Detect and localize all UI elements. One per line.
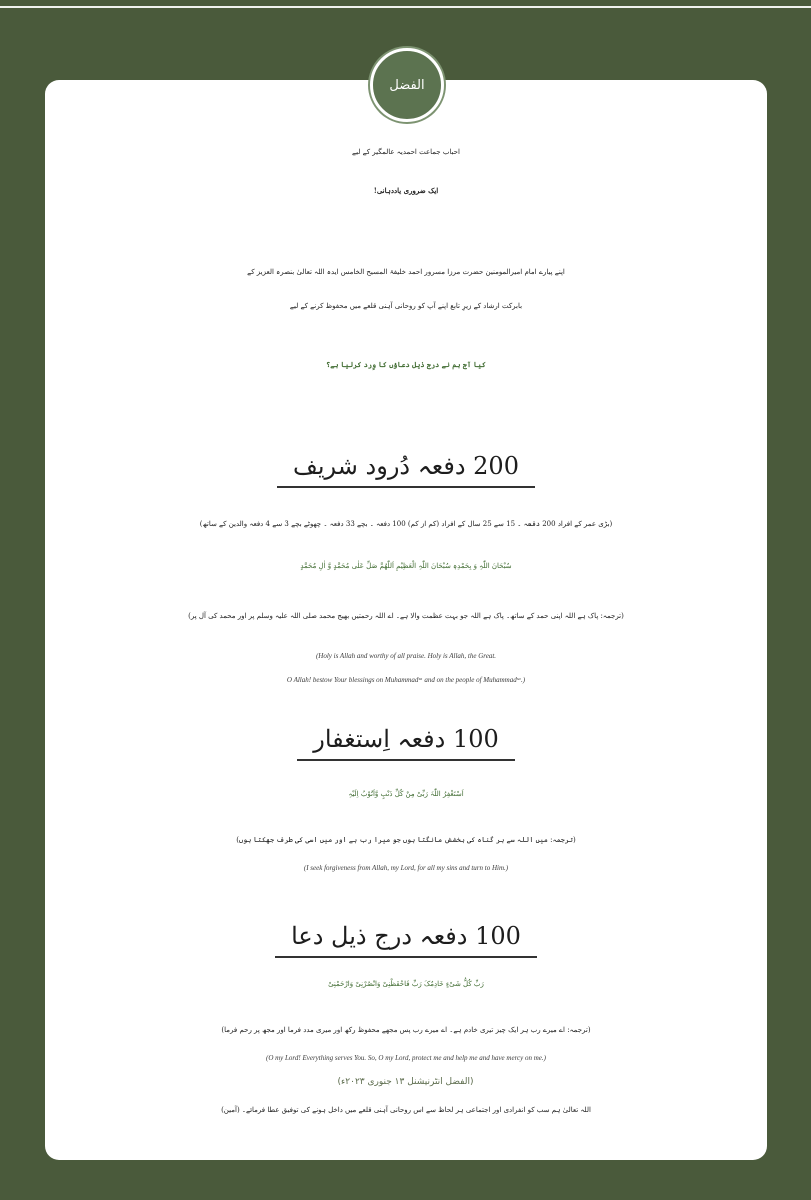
dua-heading-text: 100 دفعہ درج ذیل دعا: [275, 922, 537, 958]
durood-count-note: (بڑی عمر کے افراد 200 دفعہ ۔ 15 سے 25 سال کے افراد (کم از کم) 100 دفعہ ۔ بچے 33 دفعہ ۔ چھوٹے بچے 3 سے 4 دفعہ والدین کے ساتھ): [199, 520, 613, 528]
reminder-title: ایک ضروری یاددہانی!: [373, 186, 439, 195]
source-footer: (الفضل انٹرنیشنل ۱۳ جنوری ۲۰۲۳ء): [337, 1077, 474, 1087]
durood-english-line-1: (Holy is Allah and worthy of all praise. Holy is Allah, the Great.: [315, 652, 497, 660]
istighfar-arabic: اَسْتَغْفِرُ اللّٰہَ رَبِّیْ مِنْ کُلِّ ذَنْبٍ وَّاَتُوْبُ اِلَیْہِ: [348, 790, 464, 798]
intro-line-2: بابرکت ارشاد کے زیرِ تابع اپنے آپ کو روحانی آہنی قلعے میں محفوظ کرنے کے لیے: [289, 302, 523, 310]
alfazl-logo-seal: [370, 48, 444, 122]
istighfar-english: (I seek forgiveness from Allah, my Lord, for all my sins and turn to Him.): [303, 864, 509, 872]
notice-card: [45, 77, 767, 1160]
durood-english-line-2: O Allah! bestow Your blessings on Muhammadˢᵃ and on the people of Muhammadˢᵃ.): [286, 676, 526, 684]
istighfar-urdu-translation: (ترجمہ: میں اللہ سے ہر گناہ کی بخشش مانگتا ہوں جو میرا رب ہے اور میں اسی کی طرف جھکتا ہوں): [236, 836, 576, 844]
dua-english: (O my Lord! Everything serves You. So, O my Lord, protect me and help me and have mercy on me.): [265, 1054, 546, 1062]
istighfar-heading-text: 100 دفعہ اِستغفار: [297, 725, 515, 761]
durood-arabic: سُبْحَانَ اللّٰہِ وَ بِحَمْدِہٖ سُبْحَانَ اللّٰہِ الْعَظِیْمِ اَللّٰھُمَّ صَلِّ عَلٰی مُحَمَّدٍ وَّ اٰلِ مُحَمَّدٍ: [300, 562, 512, 570]
main-question: کیا آج ہم نے درج ذیل دعاؤں کا وِرد کرلیا ہے؟: [326, 360, 486, 369]
closing-prayer: اللہ تعالیٰ ہم سب کو انفرادی اور اجتماعی ہر لحاظ سے اس روحانی آہنی قلعے میں داخل ہونے کی توفیق عطا فرمائے۔ (آمین): [221, 1106, 591, 1114]
dua-urdu-translation: (ترجمہ: اے میرے رب ہر ایک چیز تیری خادم ہے۔ اے میرے رب پس مجھے محفوظ رکھ اور میری مدد فرما اور مجھ پر رحم فرما): [221, 1026, 591, 1034]
istighfar-heading: [45, 725, 767, 761]
dua-arabic: رَبِّ کُلُّ شَیْءٍ خَادِمُکَ رَبِّ فَاحْفَظْنِیْ وَانْصُرْنِیْ وَارْحَمْنِیْ: [328, 980, 484, 988]
intro-line-1: اپنے پیارے امام امیرالمومنین حضرت مرزا مسرور احمد خلیفۃ المسیح الخامس ایدہ اللہ تعالیٰ بنصرہ العزیز کے: [247, 268, 565, 276]
durood-heading-text: 200 دفعہ دُرود شریف: [277, 452, 535, 488]
dua-heading: [45, 922, 767, 958]
durood-heading: [45, 452, 767, 488]
seal-label: الفضل: [389, 77, 425, 93]
durood-urdu-translation: (ترجمہ: پاک ہے اللہ اپنی حمد کے ساتھ۔ پاک ہے اللہ جو بہت عظمت والا ہے۔ اے اللہ رحمتیں بھیج محمد صلی اللہ علیہ وسلم پر اور محمد کی آل پر): [188, 612, 624, 620]
address-line: احباب جماعت احمدیہ عالمگیر کے لیے: [352, 148, 460, 156]
top-divider: [0, 6, 811, 8]
